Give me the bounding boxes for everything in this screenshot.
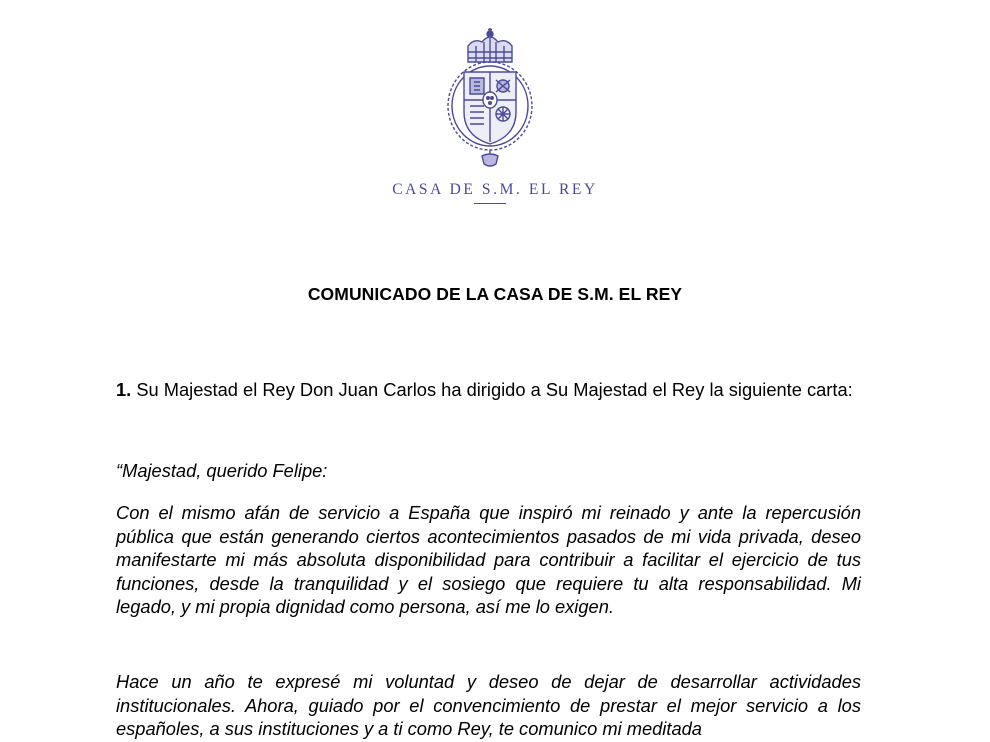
letter-paragraph-2: Hace un año te expresé mi voluntad y deseo de dejar de desarrollar actividades institucionales. Ahora, guiado por el convencimiento de prestar el mejor servicio a los españoles, a sus instituciones y a ti como Rey, te comunico mi meditada bbox=[116, 671, 861, 740]
royal-crest-logo bbox=[438, 28, 542, 168]
letter-salutation: “Majestad, querido Felipe: bbox=[116, 460, 328, 481]
paragraph-1-text: Su Majestad el Rey Don Juan Carlos ha dirigido a Su Majestad el Rey la siguiente carta: bbox=[131, 379, 853, 400]
header-underline bbox=[474, 203, 506, 204]
letter-paragraph-1: Con el mismo afán de servicio a España que inspiró mi reinado y ante la repercusión pública que están generando ciertos acontecimientos pasados de mi vida privada, deseo manifestarte mi más absoluta disponibilidad para contribuir a facilitar el ejercicio de tus funciones, desde la tranquilidad y el sosiego que requiere tu alta responsabilidad. Mi legado, y mi propia dignidad como persona, así me lo exigen. bbox=[116, 502, 861, 618]
royal-house-name: CASA DE S.M. EL REY bbox=[392, 181, 598, 198]
document-title: COMUNICADO DE LA CASA DE S.M. EL REY bbox=[307, 284, 683, 304]
paragraph-1 bbox=[116, 378, 861, 402]
paragraph-number: 1. bbox=[116, 379, 132, 400]
